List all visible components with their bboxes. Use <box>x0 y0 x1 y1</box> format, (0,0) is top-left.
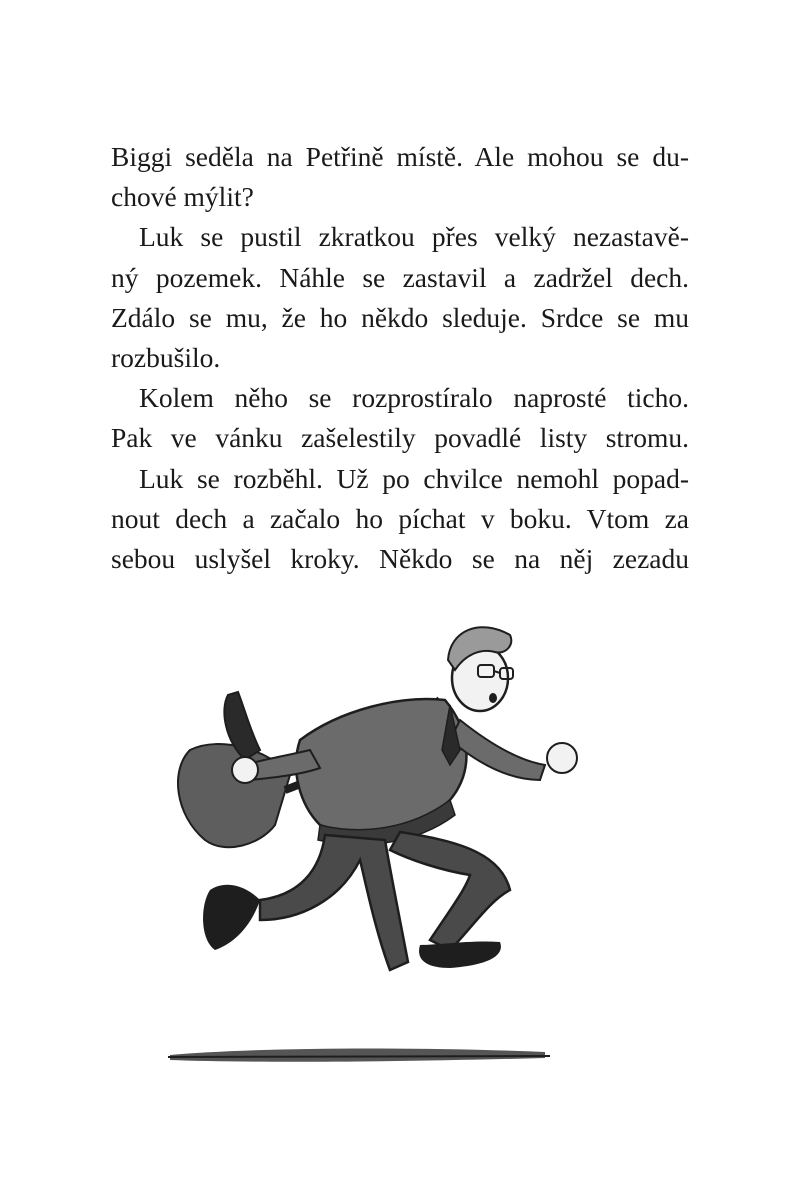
text-line: Luk se rozběhl. Už po chvilce nemohl popad- <box>139 462 689 494</box>
text-line: Pak ve vánku zašelestily povadlé listy stromu. <box>111 422 689 454</box>
text-line: Luk se pustil zkratkou přes velký nezastavě- <box>139 221 689 253</box>
front-shoe <box>419 942 501 968</box>
back-hand <box>232 757 258 783</box>
text-line: Biggi seděla na Petřině místě. Ale mohou se du- <box>111 141 689 172</box>
ground-shadow <box>170 1048 545 1061</box>
ground-line <box>168 1056 550 1057</box>
text-line: rozbušilo. <box>111 342 221 374</box>
front-leg <box>390 832 510 950</box>
text-line: Zdálo se mu, že ho někdo sleduje. Srdce se mu <box>111 301 689 333</box>
text-line: chové mýlit? <box>111 181 254 213</box>
mouth <box>489 693 497 703</box>
back-shoe <box>203 885 260 950</box>
text-line: ný pozemek. Náhle se zastavil a zadržel dech. <box>111 261 689 293</box>
running-boy-illustration <box>150 600 610 1090</box>
body-text <box>111 137 689 579</box>
text-line: Kolem něho se rozprostíralo naprosté ticho. <box>139 382 689 414</box>
text-line: sebou uslyšel kroky. Někdo se na něj zezadu <box>111 543 689 575</box>
text-line: nout dech a začalo ho píchat v boku. Vtom za <box>111 502 689 534</box>
front-fist <box>547 743 577 773</box>
back-leg <box>260 835 408 970</box>
